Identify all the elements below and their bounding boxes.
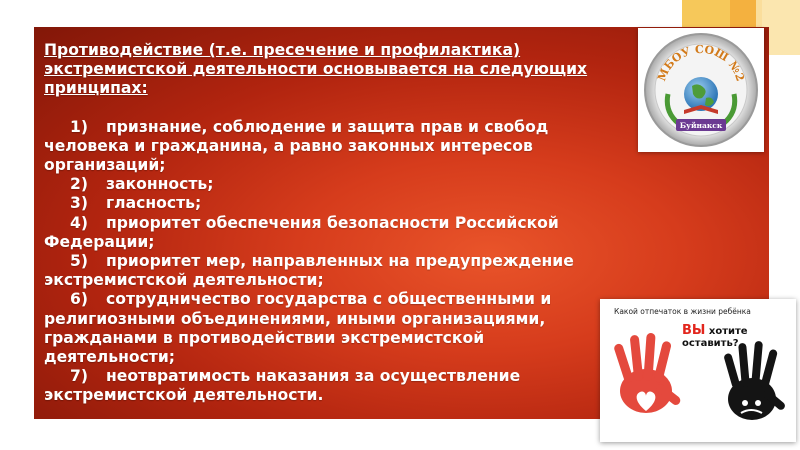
list-number: 5) (70, 252, 88, 271)
slide-heading: Противодействие (т.е. пресечение и профилактика) экстремистской деятельности основывается на следующих принципах: (44, 41, 588, 98)
list-item (44, 175, 606, 194)
list-text: неотвратимость наказания за осуществление экстремистской деятельности. (44, 367, 521, 405)
handprint-poster (600, 299, 796, 442)
list-item (44, 367, 606, 405)
list-item (44, 194, 606, 213)
emblem-top-text: МБОУ СОШ №2 (655, 42, 747, 83)
poster-question (682, 323, 796, 349)
emblem-icon (638, 28, 764, 152)
list-item (44, 118, 606, 176)
list-number: 1) (70, 117, 88, 136)
list-item (44, 252, 606, 290)
list-text: законность; (106, 175, 214, 194)
list-text: признание, соблюдение и защита прав и свобод человека и гражданина, а равно законных интересов организаций; (44, 117, 549, 175)
list-number: 6) (70, 290, 88, 309)
poster-caption: Какой отпечаток в жизни ребёнка (614, 307, 751, 316)
black-handprint-icon (723, 341, 786, 420)
list-text: приоритет мер, направленных на предупреждение экстремистской деятельности; (44, 252, 574, 290)
list-number: 7) (70, 367, 88, 386)
list-number: 3) (70, 194, 88, 213)
poster-question-highlight: ВЫ (682, 323, 706, 338)
list-item (44, 214, 606, 252)
emblem-ribbon-text: Буйнакск (679, 121, 723, 130)
slide-text (44, 41, 606, 406)
list-text: приоритет обеспечения безопасности Российской Федерации; (44, 213, 559, 251)
list-text: сотрудничество государства с общественными и религиозными объединениями, иными организациями, гражданами в противодействии экстремистской деятельности; (44, 290, 552, 367)
poster-question-rest: хотите оставить? (682, 326, 748, 349)
school-emblem (638, 28, 764, 152)
list-item (44, 290, 606, 367)
list-number: 4) (70, 213, 88, 232)
list-text: гласность; (106, 194, 202, 213)
handprint-icons (600, 299, 796, 442)
list-number: 2) (70, 175, 88, 194)
